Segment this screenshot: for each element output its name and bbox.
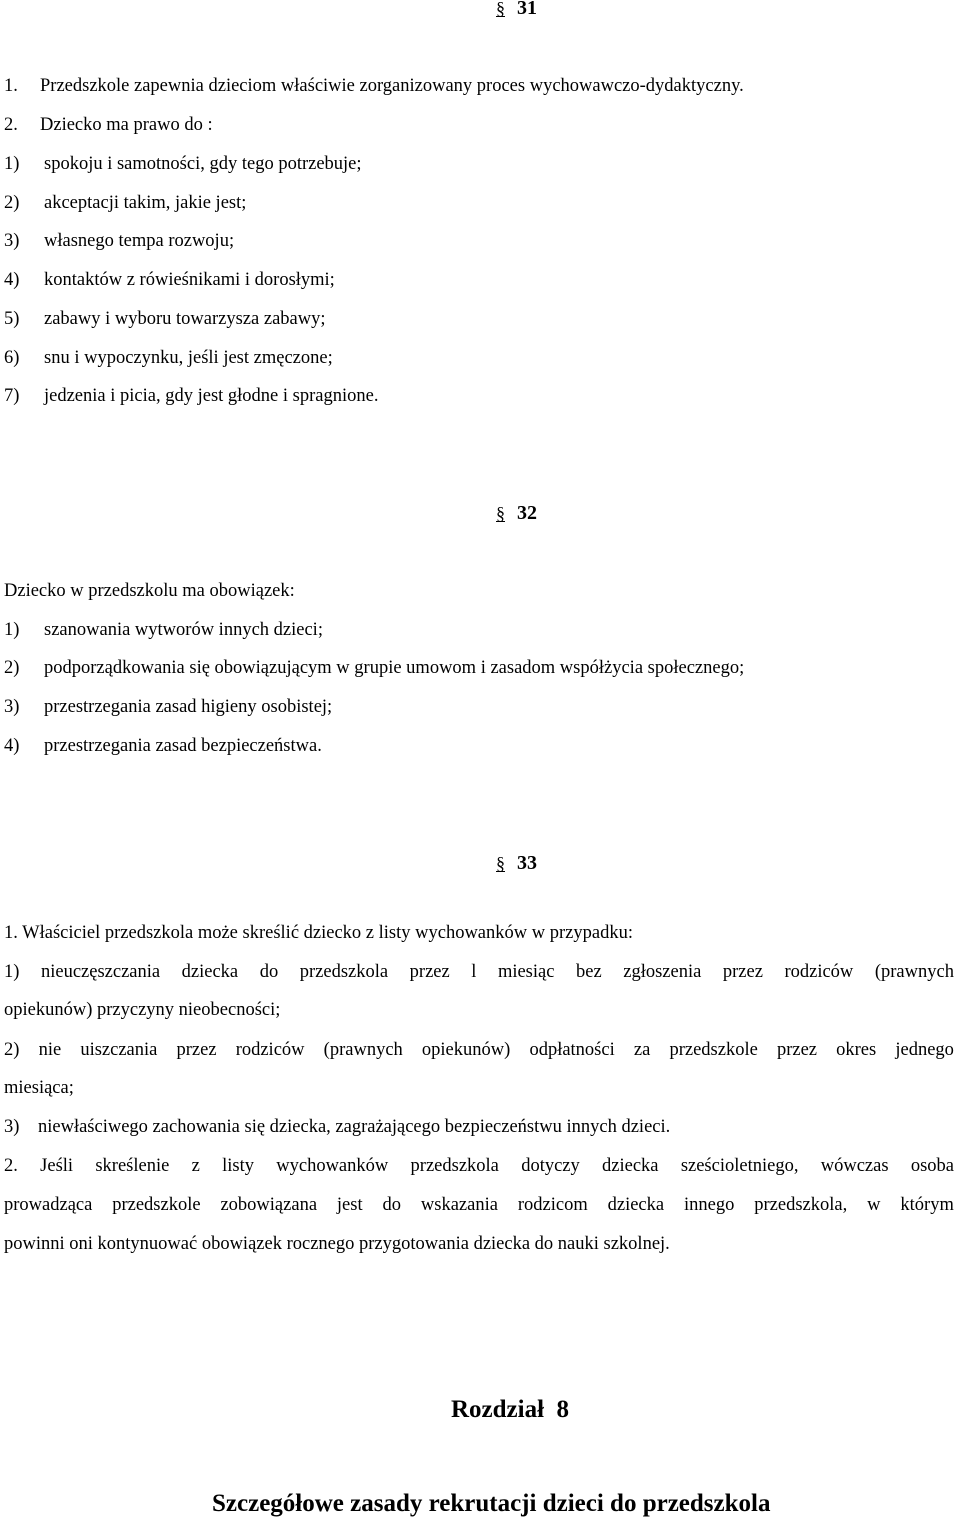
chapter-title: Szczegółowe zasady rekrutacji dzieci do przedszkola [212, 1490, 771, 1517]
section-symbol: § [496, 853, 505, 873]
word: l [471, 962, 477, 982]
word: nieuczęszczania [40, 962, 161, 982]
word: do [382, 1195, 402, 1215]
word: za [633, 1040, 651, 1060]
item-text: szanowania wytworów innych dzieci; [44, 620, 323, 640]
section-symbol: § [496, 503, 505, 523]
word: rodziców [235, 1040, 305, 1060]
word: rodziców [784, 962, 854, 982]
s31-list-item [4, 269, 335, 291]
item-number: 2) [4, 193, 20, 213]
item-number: 4) [4, 270, 20, 290]
word: przedszkola [299, 962, 389, 982]
section-33-heading [496, 851, 537, 875]
item-number: 2) [4, 658, 20, 678]
word: zobowiązana [220, 1195, 318, 1215]
word: przez [722, 962, 763, 982]
item-number: 1) [4, 154, 20, 174]
item-number: 3) [4, 1117, 20, 1137]
word: przedszkole [112, 1195, 201, 1215]
item-number: 2) [4, 1040, 20, 1060]
word: przez [776, 1040, 817, 1060]
word: dziecka [607, 1195, 665, 1215]
item-number: 7) [4, 386, 20, 406]
s31-list-item [4, 347, 333, 369]
section-number: 31 [517, 0, 537, 19]
word: bez [576, 962, 602, 982]
s32-list-item [4, 696, 332, 718]
word: przez [176, 1040, 217, 1060]
word: 2. [4, 1156, 18, 1176]
chapter-label: Rozdział [451, 1396, 545, 1423]
word: opiekunów) [421, 1040, 511, 1060]
item-text: podporządkowania się obowiązującym w grupie umowom i zasadom współżycia społecznego; [44, 658, 745, 678]
item-number: 4) [4, 736, 20, 756]
word: przedszkole [669, 1040, 758, 1060]
word: listy [222, 1156, 254, 1176]
word: do [259, 962, 279, 982]
s31-paragraph-2 [4, 114, 213, 136]
word: wskazania [420, 1195, 498, 1215]
word: wychowanków [276, 1156, 389, 1176]
item-number: 1) [4, 962, 20, 982]
section-number: 32 [517, 502, 537, 524]
word: dziecka [181, 962, 239, 982]
s31-list-item [4, 385, 378, 407]
word: dziecka [602, 1156, 659, 1176]
chapter-number: 8 [556, 1396, 570, 1423]
item-number: 6) [4, 348, 20, 368]
s33-item-2-line-1 [4, 1039, 954, 1061]
section-32-heading [496, 501, 537, 525]
word: nie [38, 1040, 62, 1060]
section-number: 33 [517, 852, 537, 874]
word: jest [336, 1195, 363, 1215]
s31-list-item [4, 192, 246, 214]
section-31-heading [496, 0, 537, 20]
item-text: niewłaściwego zachowania się dziecka, zagrażającego bezpieczeństwu innych dzieci. [38, 1117, 671, 1137]
item-number: 1) [4, 620, 20, 640]
word: przedszkola [410, 1156, 499, 1176]
word: rodzicom [517, 1195, 588, 1215]
word: osoba [910, 1156, 954, 1176]
chapter-heading [451, 1395, 569, 1425]
item-text: snu i wypoczynku, jeśli jest zmęczone; [44, 348, 333, 368]
word: (prawnych [323, 1040, 403, 1060]
word: skreślenie [95, 1156, 170, 1176]
word: Jeśli [40, 1156, 74, 1176]
word: innego [684, 1195, 735, 1215]
word: prowadząca [4, 1195, 93, 1215]
word: z [191, 1156, 200, 1176]
s31-list-item [4, 230, 234, 252]
word: zgłoszenia [623, 962, 702, 982]
item-text: przestrzegania zasad bezpieczeństwa. [44, 736, 322, 756]
word: dotyczy [521, 1156, 580, 1176]
item-number: 3) [4, 697, 20, 717]
word: okres [836, 1040, 877, 1060]
s31-paragraph-1 [4, 75, 744, 97]
paragraph-text: Przedszkole zapewnia dzieciom właściwie zorganizowany proces wychowawczo-dydaktyczny. [40, 76, 744, 96]
s32-intro: Dziecko w przedszkolu ma obowiązek: [4, 581, 295, 601]
s31-list-item [4, 153, 362, 175]
s33-item-1-line-1 [4, 961, 954, 983]
s31-list-item [4, 308, 326, 330]
word: wówczas [820, 1156, 889, 1176]
word: przez [409, 962, 450, 982]
word: (prawnych [874, 962, 954, 982]
word: w [867, 1195, 881, 1215]
word: uiszczania [80, 1040, 158, 1060]
item-text: zabawy i wyboru towarzysza zabawy; [44, 309, 326, 329]
section-symbol: § [496, 0, 505, 18]
s32-list-item [4, 735, 322, 757]
word: sześcioletniego, [680, 1156, 799, 1176]
word: przedszkola, [754, 1195, 848, 1215]
item-text: własnego tempa rozwoju; [44, 231, 235, 251]
s32-list-item [4, 657, 744, 679]
item-text: przestrzegania zasad higieny osobistej; [44, 697, 333, 717]
s32-list-item [4, 619, 323, 641]
item-number: 3) [4, 231, 20, 251]
s33-item-1-line-2: opiekunów) przyczyny nieobecności; [4, 1000, 281, 1020]
item-text: spokoju i samotności, gdy tego potrzebuje; [44, 154, 362, 174]
s33-item-3 [4, 1116, 670, 1138]
s33-paragraph-2-line-2 [4, 1194, 954, 1216]
item-text: jedzenia i picia, gdy jest głodne i spragnione. [44, 386, 379, 406]
s33-item-2-line-2: miesiąca; [4, 1078, 74, 1098]
s33-paragraph-2-line-3: powinni oni kontynuować obowiązek rocznego przygotowania dziecka do nauki szkolnej. [4, 1234, 670, 1254]
s33-paragraph-2-line-1 [4, 1155, 954, 1177]
paragraph-text: Dziecko ma prawo do : [40, 115, 213, 135]
item-text: akceptacji takim, jakie jest; [44, 193, 247, 213]
word: odpłatności [529, 1040, 615, 1060]
word: miesiąc [497, 962, 555, 982]
word: którym [900, 1195, 954, 1215]
s33-paragraph-1: 1. Właściciel przedszkola może skreślić dziecko z listy wychowanków w przypadku: [4, 923, 633, 943]
word: jednego [895, 1040, 954, 1060]
paragraph-number: 2. [4, 115, 18, 135]
item-text: kontaktów z rówieśnikami i dorosłymi; [44, 270, 335, 290]
paragraph-number: 1. [4, 76, 18, 96]
item-number: 5) [4, 309, 20, 329]
